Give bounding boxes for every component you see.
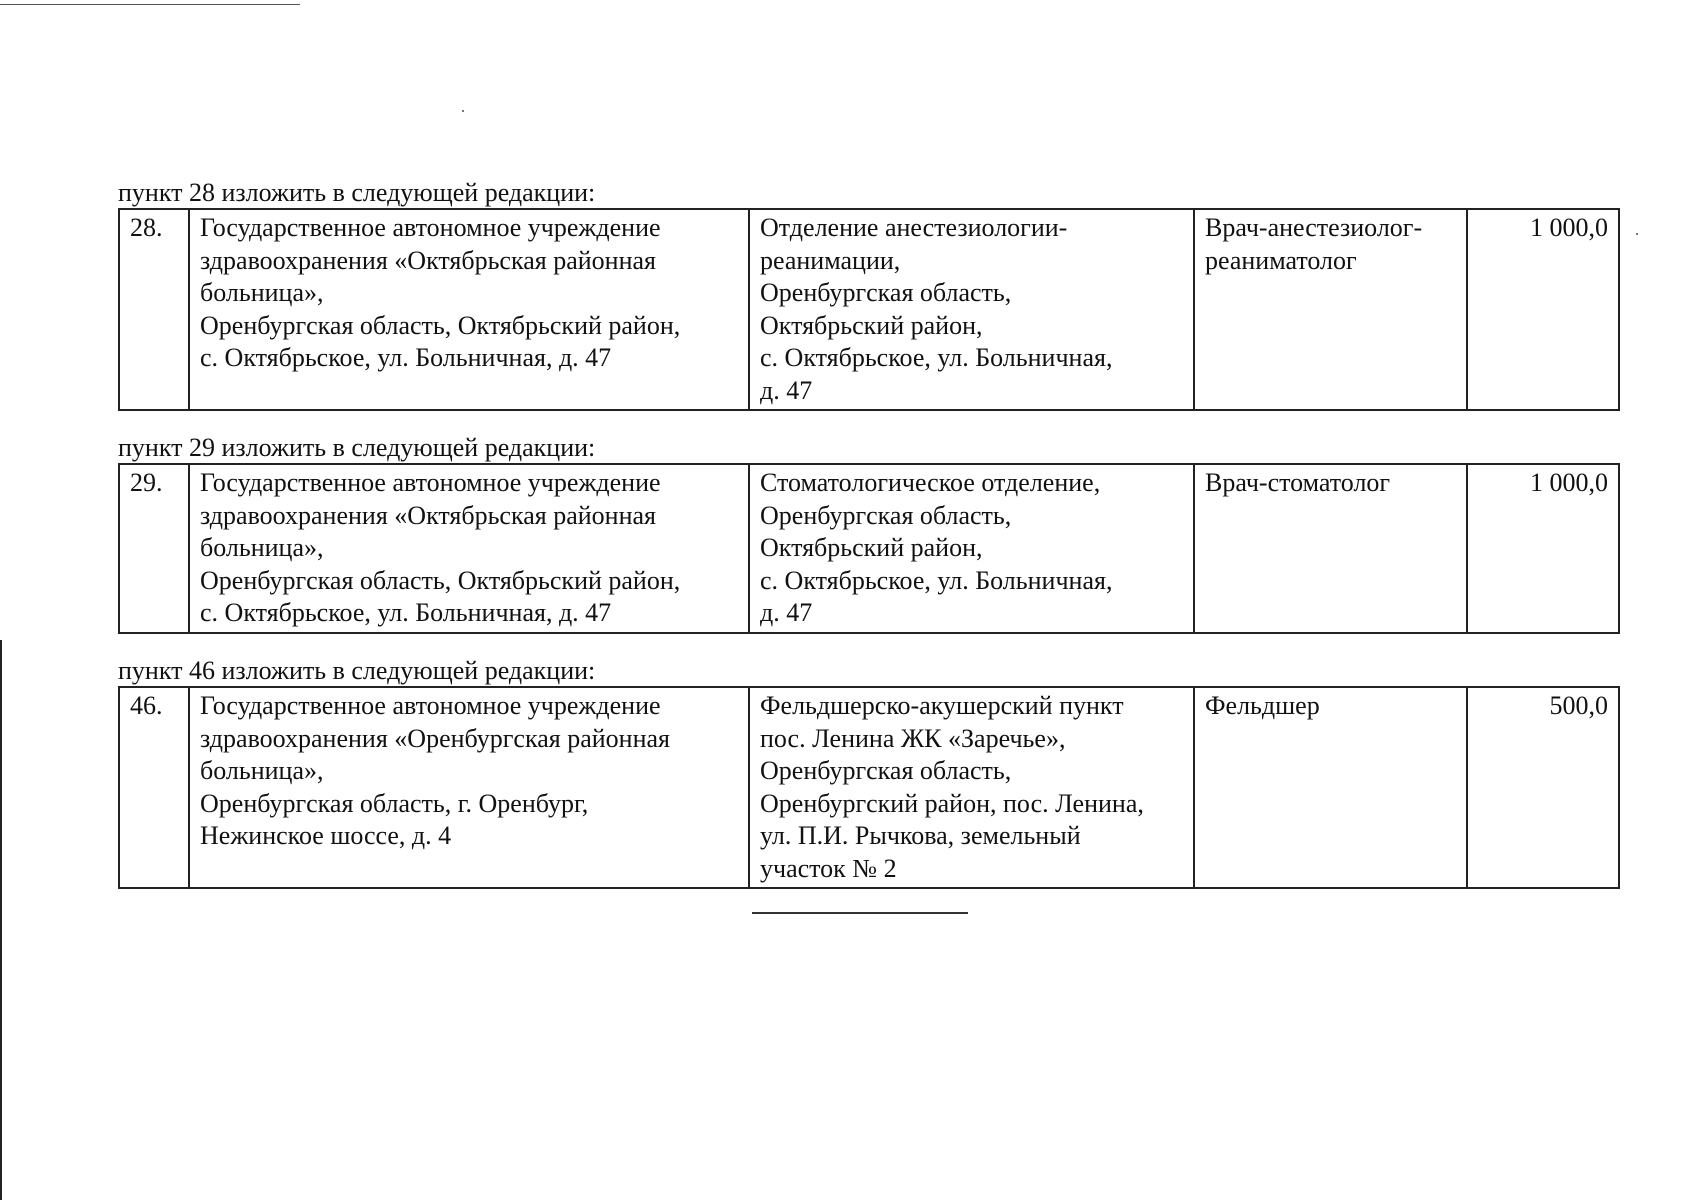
institution-cell: Государственное автономное учреждение здравоохранения «Октябрьская районная больница», Оренбургская область, Октябрьский район, с. Октябрьское, ул. Больничная, д. 47 (200, 213, 681, 372)
department-cell: Стоматологическое отделение, Оренбургская область, Октябрьский район, с. Октябрьское, ул. Больничная, д. 47 (760, 468, 1113, 627)
table-row (119, 464, 1619, 633)
position-cell: Фельдшер (1205, 691, 1320, 720)
table-row (119, 209, 1619, 410)
section-caption: пункт 28 изложить в следующей редакции: (118, 178, 596, 207)
amount-cell: 1 000,0 (1530, 468, 1608, 497)
closing-rule (752, 912, 968, 914)
row-number: 46. (130, 691, 163, 720)
amendment-table (118, 463, 1620, 634)
position-cell: Врач-анестезиолог- реаниматолог (1205, 213, 1423, 275)
scan-artifact-dot (1636, 233, 1638, 235)
institution-cell: Государственное автономное учреждение здравоохранения «Октябрьская районная больница», Оренбургская область, Октябрьский район, с. Октябрьское, ул. Больничная, д. 47 (200, 468, 681, 627)
amendment-table (118, 686, 1620, 889)
amount-cell: 500,0 (1549, 691, 1608, 720)
row-number: 28. (130, 213, 163, 242)
institution-cell: Государственное автономное учреждение здравоохранения «Оренбургская районная больница», Оренбургская область, г. Оренбург, Нежинское шоссе, д. 4 (200, 691, 670, 850)
row-number: 29. (130, 468, 163, 497)
section-caption: пункт 29 изложить в следующей редакции: (118, 433, 596, 462)
amendment-section-29 (118, 433, 1618, 634)
amendment-section-46 (118, 656, 1618, 889)
amount-cell: 1 000,0 (1530, 213, 1608, 242)
department-cell: Отделение анестезиологии- реанимации, Оренбургская область, Октябрьский район, с. Октябрьское, ул. Больничная, д. 47 (760, 213, 1113, 405)
section-caption: пункт 46 изложить в следующей редакции: (118, 656, 596, 685)
amendment-section-28 (118, 178, 1618, 411)
amendment-table (118, 208, 1620, 411)
table-row (119, 687, 1619, 888)
document-page (118, 0, 1618, 1200)
position-cell: Врач-стоматолог (1205, 468, 1391, 497)
department-cell: Фельдшерско-акушерский пункт пос. Ленина ЖК «Заречье», Оренбургская область, Оренбургский район, пос. Ленина, ул. П.И. Рычкова, земельный участок № 2 (760, 691, 1144, 883)
scan-artifact-left-line (0, 640, 2, 1200)
